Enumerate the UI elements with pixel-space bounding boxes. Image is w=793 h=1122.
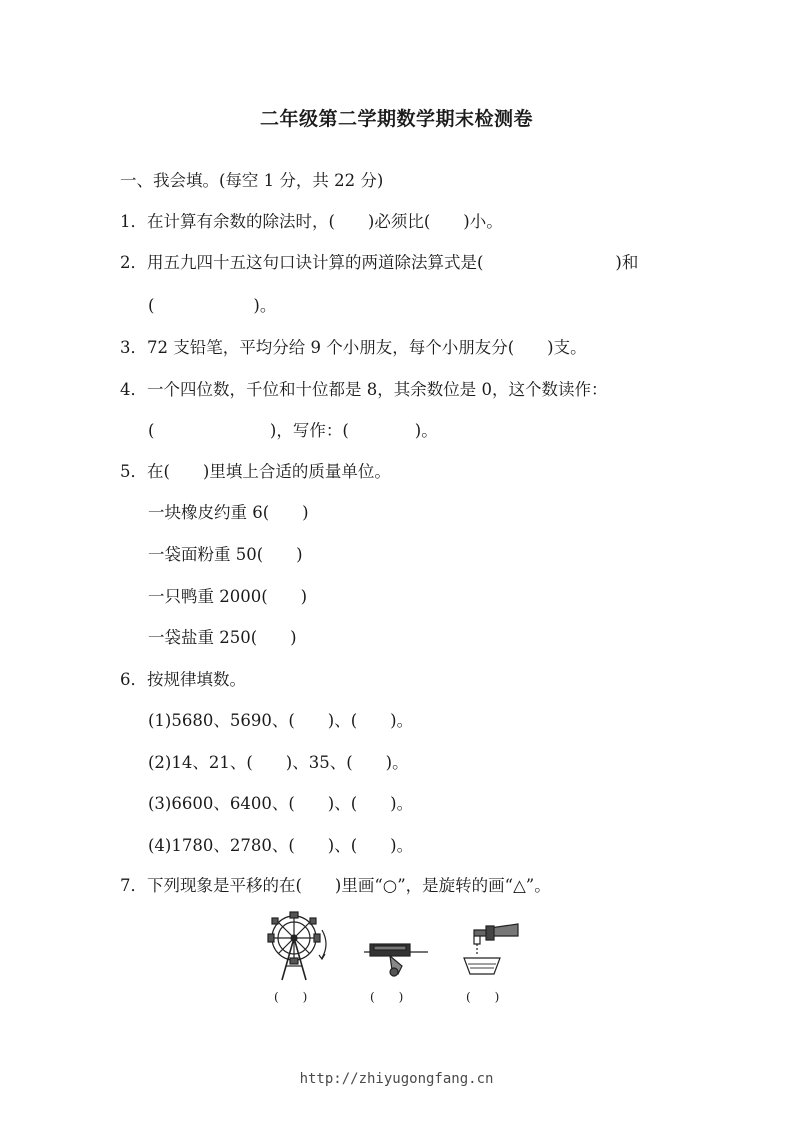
figure-3-answer-blank: ( ): [466, 990, 500, 1004]
question-5-item-3: 一只鸭重 2000( ): [148, 587, 308, 606]
question-4-continued: ( )，写作：( )。: [148, 421, 438, 440]
faucet-icon: [460, 920, 532, 982]
section-heading: 一、我会填。(每空 1 分，共 22 分): [120, 171, 384, 190]
drawer-icon: [364, 938, 434, 982]
figure-2-answer-blank: ( ): [370, 990, 404, 1004]
question-5: 5．在( )里填上合适的质量单位。: [120, 462, 391, 481]
figure-1-answer-blank: ( ): [274, 990, 308, 1004]
question-1: 1．在计算有余数的除法时，( )必须比( )小。: [120, 212, 503, 231]
question-7-figures: [262, 910, 532, 1005]
question-4: 4．一个四位数，千位和十位都是 8，其余数位是 0，这个数读作：: [120, 380, 608, 399]
question-2: 2．用五九四十五这句口诀计算的两道除法算式是( )和: [120, 253, 639, 272]
question-6-item-2: (2)14、21、( )、35、( )。: [148, 753, 409, 772]
question-5-item-4: 一袋盐重 250( ): [148, 628, 297, 647]
question-6-item-3: (3)6600、6400、( )、( )。: [148, 794, 414, 813]
question-7: 7．下列现象是平移的在( )里画“○”，是旋转的画“△”。: [120, 876, 551, 895]
question-5-item-1: 一块橡皮约重 6( ): [148, 503, 309, 522]
page-title: 二年级第二学期数学期末检测卷: [259, 108, 533, 130]
question-6-item-1: (1)5680、5690、( )、( )。: [148, 711, 414, 730]
question-3: 3．72 支铅笔，平均分给 9 个小朋友，每个小朋友分( )支。: [120, 338, 587, 357]
ferris-wheel-icon: [262, 910, 332, 982]
question-2-continued: ( )。: [148, 296, 277, 315]
question-6-item-4: (4)1780、2780、( )、( )。: [148, 836, 414, 855]
question-5-item-2: 一袋面粉重 50( ): [148, 545, 303, 564]
footer-url[interactable]: http://zhiyugongfang.cn: [299, 1071, 494, 1087]
question-6: 6．按规律填数。: [120, 670, 246, 689]
